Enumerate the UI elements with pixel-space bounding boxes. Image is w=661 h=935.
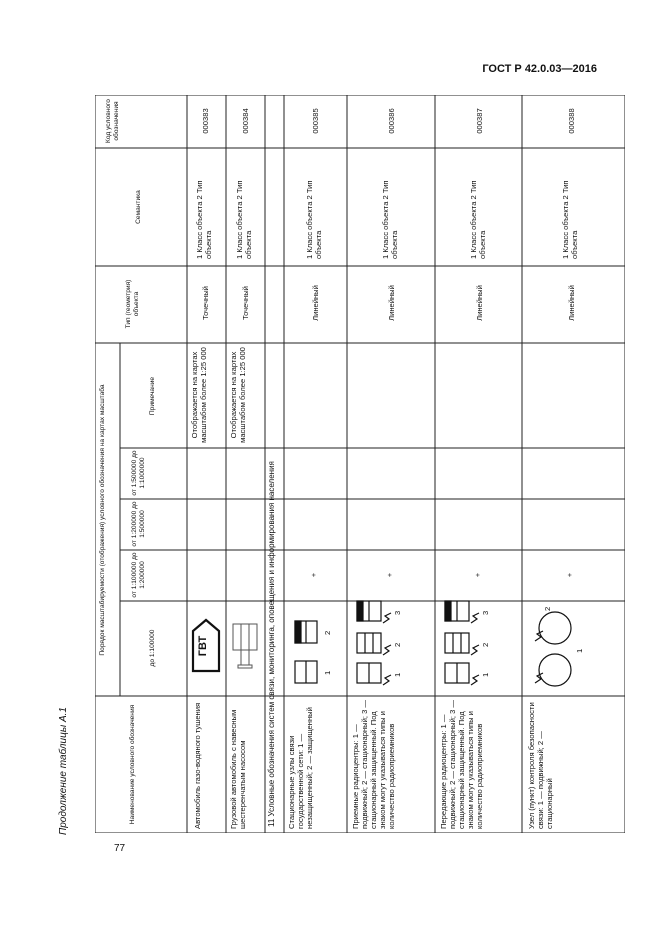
row-2-semantics: 1 Класс объекта 2 Тип объекта [235, 180, 253, 259]
row-3-type: Линейный [311, 285, 320, 321]
row-4-label-2: 2 [393, 642, 402, 647]
row-3-label-2: 2 [323, 630, 332, 635]
row-6-label-1: 1 [575, 648, 584, 653]
row-4-code: 000386 [387, 108, 396, 134]
row-5-code: 000387 [475, 108, 484, 134]
section-title: 11 Условные обозначения систем связи, мониторинга, оповещения и информирования населения [267, 461, 276, 827]
comm-node-icons [295, 621, 317, 683]
standard-header: ГОСТ Р 42.0.03—2016 [482, 63, 597, 75]
row-1-semantics: 1 Класс объекта 2 Тип объекта [195, 180, 213, 259]
row-6-name: Узел (пункт) контроля безопасности связи: 1 — подвижный; 2 — стационарный [527, 702, 554, 829]
row-3-code: 000385 [311, 108, 320, 134]
row-3-semantics: 1 Класс объекта 2 Тип объекта [305, 180, 323, 259]
row-3-label-1: 1 [323, 670, 332, 675]
row-5-plus: + [473, 572, 482, 578]
row-1-code: 000383 [201, 108, 210, 134]
transmitting-radio-icons [445, 601, 479, 685]
code-header: Код условного обозначения [105, 99, 120, 143]
row-4-plus: + [385, 572, 394, 578]
row-5-label-2: 2 [481, 642, 490, 647]
table-caption: Продолжение таблицы А.1 [58, 707, 69, 835]
row-2-code: 000384 [241, 108, 250, 134]
row-4-type: Линейный [387, 285, 396, 321]
row-4-label-3: 3 [393, 610, 402, 615]
rotated-table [95, 95, 625, 833]
row-1-symbol-text: ГВТ [197, 635, 209, 657]
pump-truck-icon [233, 624, 257, 668]
row-4-semantics: 1 Класс объекта 2 Тип объекта [381, 180, 399, 259]
row-5-type: Линейный [475, 285, 484, 321]
row-6-code: 000388 [567, 108, 576, 134]
scale-header-2: от 1:100000 до 1:200000 [131, 552, 146, 598]
semantics-header: Семантика [135, 190, 142, 224]
row-6-type: Линейный [567, 285, 576, 321]
page-number: 77 [114, 843, 126, 854]
row-4-name: Приемные радиоцентры: 1 — подвижный; 2 — стационарный; 3 — стационарный защищенный. Под знаком могут указываться типы и количество радиоприемников [351, 699, 396, 829]
row-4-label-1: 1 [393, 672, 402, 677]
row-5-label-3: 3 [481, 610, 490, 615]
scalability-header: Порядок масштабируемости (отображения) условного обозначения на картах масштаба [99, 384, 106, 656]
row-1-type: Точечный [201, 286, 210, 320]
row-5-name: Передающие радиоцентры: 1 — подвижный; 2 — стационарный; 3 — стационарный защищенный. Под знаком могут указываться типы и количество радиоприемников [439, 699, 484, 829]
security-control-icons [535, 612, 571, 686]
row-5-label-1: 1 [481, 672, 490, 677]
row-1-name: Автомобиль газо-водяного тушения [193, 702, 202, 829]
row-6-plus: + [565, 572, 574, 578]
type-header: Тип (геометрия) объекта [125, 279, 140, 329]
row-2-type: Точечный [241, 286, 250, 320]
row-1-note: Отображается на картах масштабом более 1:25 000 [190, 347, 208, 443]
row-2-name: Грузовой автомобиль с навесным шестеренчатым насосом [229, 709, 247, 829]
name-header: Наименование условного обозначения [129, 704, 136, 825]
row-6-semantics: 1 Класс объекта 2 Тип объекта [561, 180, 579, 259]
row-2-note: Отображается на картах масштабом более 1:25 000 [229, 347, 247, 443]
scale-header-3: от 1:200000 до 1:500000 [131, 501, 146, 547]
row-6-label-2: 2 [543, 606, 552, 611]
scale-header-4: от 1:500000 до 1:1000000 [131, 450, 146, 496]
row-3-name: Стационарные узлы связи государственной сети: 1 — незащищенный; 2 — защищенный [287, 707, 314, 829]
row-3-plus: + [309, 572, 318, 578]
receiving-radio-icons [357, 601, 391, 685]
row-5-semantics: 1 Класс объекта 2 Тип объекта [469, 180, 487, 259]
note-header: Примечание [149, 376, 156, 416]
scale-header-1: до 1:100000 [149, 629, 156, 667]
